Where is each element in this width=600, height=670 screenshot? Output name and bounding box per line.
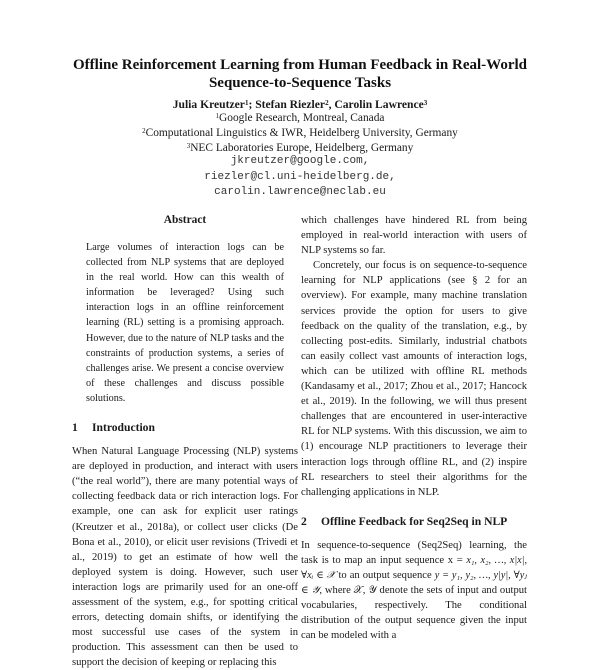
math-input-sequence: x₁, x₂, …, x|x|, ∀xᵢ ∈ 𝒳 [301,554,527,581]
affiliation-mark: 2 [325,99,329,107]
affiliation-list [60,111,540,156]
section-heading-introduction [72,420,298,435]
title-line-1: Offline Reinforcement Learning from Human Feedback in Real-World [73,57,527,73]
email[interactable]: carolin.lawrence@neclab.eu [214,186,386,198]
seq2seq-paragraph [301,538,527,644]
introduction-paragraph: When Natural Language Processing (NLP) systems are deployed in production, and interact with users (“the real world”), there are many potential ways of collecting feedback data or rich interaction logs. For example, one can ask for explicit user ratings (Kreutzer et al., 2018a), or collect user clicks (De Bona et al., 2010), or elicit user revisions (Trivedi et al., 2019) to get an estimate of how well the deployed system is doing. However, such user interaction logs are primarily used for an one-off assessment of the system, e.g., for spotting critical errors, detecting domain shifts, or identifying the most successful use cases of the system in production. This assessment can then be used to support the decision of keeping or replacing this [72,446,298,669]
math-output-sequence: y = y₁, y₂, …, y|y|, ∀yⱼ ∈ 𝒴 [301,569,527,597]
author-separator: ; [248,98,256,111]
abstract-body: Large volumes of interaction logs can be collected from NLP systems that are deployed in the real world. How can this wealth of information be leveraged? Using such interaction logs in an offline reinforcement learning (RL) setting is a promising approach. However, due to the nature of NLP tasks and the constraints of production systems, a series of challenges arise. We present a concise overview of these challenges and discuss possible solutions. [86,242,284,404]
affiliation [60,126,540,141]
affiliation-text: NEC Laboratories Europe, Heidelberg, Germany [190,142,414,154]
affiliation-mark: 2 [142,127,146,135]
author-name: Carolin Lawrence [334,98,424,111]
section-number: 2 [301,514,307,528]
author-list [60,98,540,112]
email[interactable]: jkreutzer@google.com, [230,155,370,167]
affiliation-text: Google Research, Montreal, Canada [219,112,385,124]
seq2seq-text: to an output sequence [335,569,435,581]
email[interactable]: riezler@cl.uni-heidelberg.de, [204,170,396,183]
affiliation-mark: 3 [423,99,428,107]
affiliation-mark: 1 [215,112,220,120]
affiliation-mark: 1 [244,99,249,107]
author-name: Stefan Riezler [255,98,326,111]
email-list [60,154,540,201]
affiliation [60,111,540,126]
section-title: Introduction [92,421,155,435]
right-column [301,213,527,643]
introduction-paragraph-continued: which challenges have hindered RL from being employed in real-world interaction with users of NLP systems so far. [301,215,527,257]
left-column [72,213,298,670]
affiliation-text: Computational Linguistics & IWR, Heidelberg University, Germany [145,127,458,139]
seq2seq-text: In sequence-to-sequence (Seq2Seq) learning, the task is to map an input sequence x = [301,539,527,566]
abstract-heading: Abstract [163,214,207,226]
section-heading-seq2seq [301,514,527,529]
section-title: Offline Feedback for Seq2Seq in NLP [321,514,508,528]
paper-title [60,56,540,92]
title-line-2: Sequence-to-Sequence Tasks [208,75,392,91]
author-name: Julia Kreutzer [172,98,245,111]
affiliation-mark: 3 [186,142,191,150]
seq2seq-text: , where 𝒳, 𝒴 denote the sets of input and output vocabularies, respectively. The conditional distribution of the output sequence given the input can be modeled with a [301,585,528,642]
author-separator: , [328,98,335,111]
section-number: 1 [72,421,78,435]
introduction-paragraph-2: Concretely, our focus is on sequence-to-sequence learning for NLP applications (see § 2 for an overview). For example, many machine translation services provide the option for users to give feedback on the quality of the translation, e.g., by collecting post-edits. Similarly, industrial chatbots can easily collect vast amounts of interaction logs, which can be utilized with offline RL methods (Kandasamy et al., 2017; Zhou et al., 2017; Hancock et al., 2019). In the following, we will thus present challenges that are encountered in user-interactive RL for NLP systems. With this discussion, we aim to (1) encourage NLP practitioners to leverage their interaction logs through offline RL, and (2) inspire RL researchers to steel their algorithms for the challenging applications in NLP. [301,260,527,498]
